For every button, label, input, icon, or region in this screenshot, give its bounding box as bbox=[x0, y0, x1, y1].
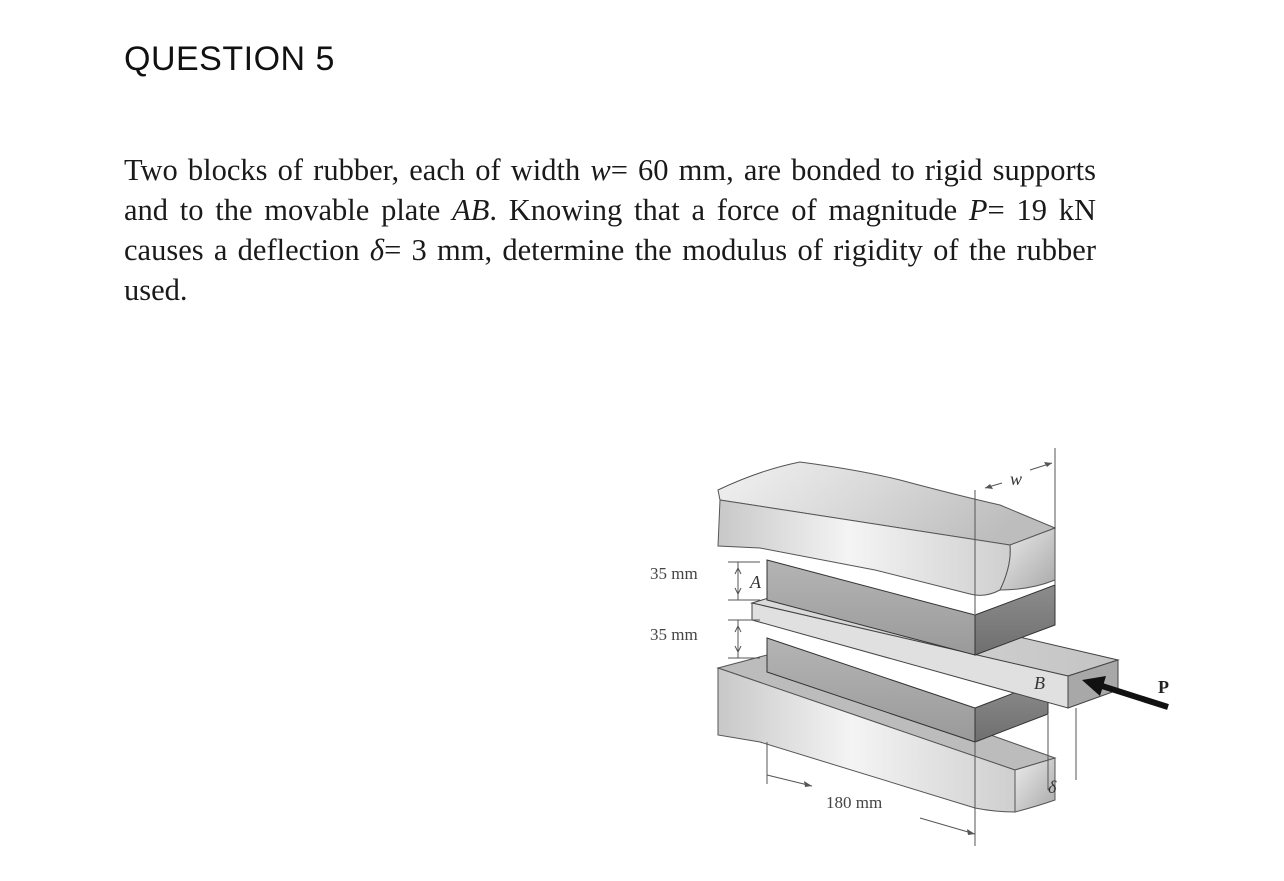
dimension-top-thickness: 35 mm bbox=[650, 564, 698, 583]
point-b-label: B bbox=[1034, 673, 1045, 693]
question-text-part-1: Two blocks of rubber, each of width bbox=[124, 153, 591, 187]
force-symbol: P bbox=[968, 193, 988, 227]
width-symbol: w bbox=[590, 153, 611, 187]
deflection-symbol: δ bbox=[369, 233, 385, 267]
dimension-block-length: 180 mm bbox=[826, 793, 883, 812]
question-title: QUESTION 5 bbox=[124, 40, 335, 78]
width-label: w bbox=[1010, 469, 1023, 489]
plate-ab-symbol: AB bbox=[452, 193, 490, 227]
question-text-part-2: = 60 mm, are bonded to rigid supports and to the movable plate bbox=[124, 153, 1096, 227]
question-text-part-4: = 19 kN causes a deflection bbox=[124, 193, 1096, 267]
force-label: P bbox=[1158, 677, 1169, 697]
dimension-bottom-thickness: 35 mm bbox=[650, 625, 698, 644]
deflection-label: δ bbox=[1048, 777, 1057, 797]
question-text-part-3: . Knowing that a force of magnitude bbox=[489, 193, 969, 227]
point-a-label: A bbox=[750, 572, 761, 592]
question-text-part-5: = 3 mm, determine the modulus of rigidity of the rubber used. bbox=[124, 233, 1096, 307]
